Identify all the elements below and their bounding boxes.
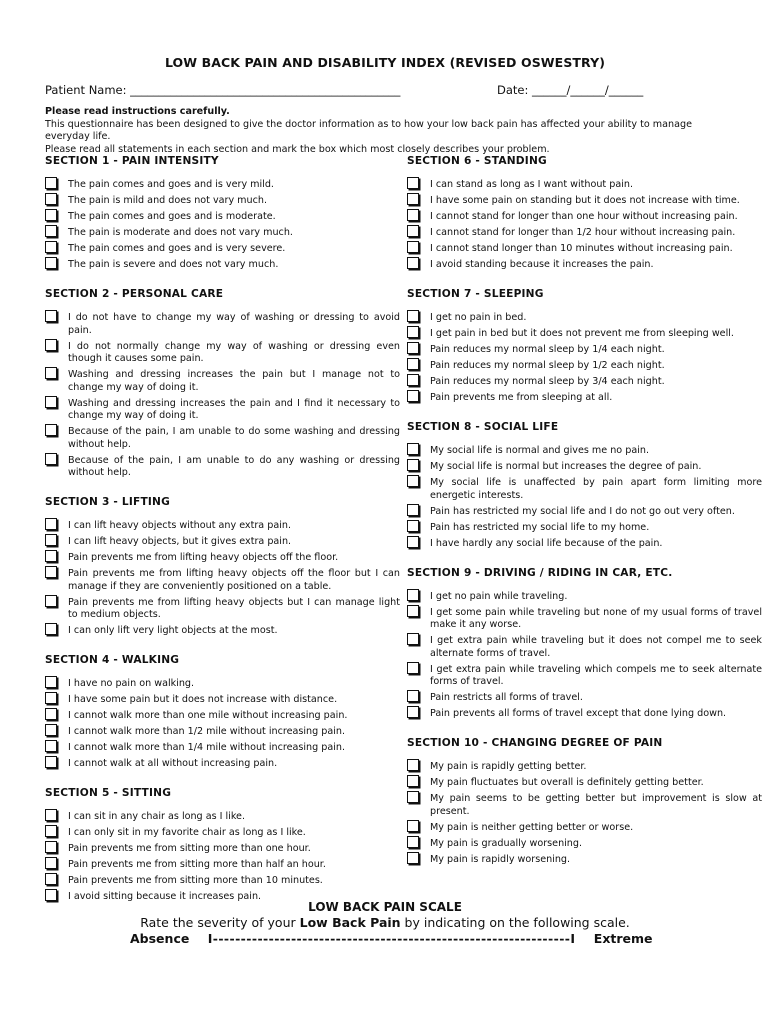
section-3 [45, 495, 400, 653]
section-title: SECTION 3 - LIFTING [45, 496, 170, 508]
option-label: I cannot walk at all without increasing pain. [68, 758, 278, 769]
option-row [45, 195, 400, 208]
option-row [407, 312, 762, 325]
checkbox[interactable] [45, 367, 57, 379]
option-label: My pain is gradually worsening. [430, 837, 583, 849]
checkbox[interactable] [407, 326, 419, 338]
section-1 [45, 154, 400, 287]
option-label: Pain prevents me from sleeping at all. [430, 392, 613, 403]
scale-right-label: Extreme [593, 931, 653, 946]
section-gap [45, 774, 400, 786]
option-label: Because of the pain, I am unable to do any washing or dressing without help. [68, 454, 400, 478]
scale-left-label: Absence [130, 931, 190, 946]
option-row [407, 477, 762, 502]
checkbox[interactable] [45, 177, 57, 189]
checkbox[interactable] [407, 662, 419, 674]
option-row [45, 312, 400, 337]
option-label: Pain prevents me from sitting more than 10 minutes. [68, 875, 323, 886]
option-label: Pain prevents me from lifting heavy objects off the floor. [68, 552, 339, 563]
section-title: SECTION 8 - SOCIAL LIFE [407, 421, 559, 433]
checkbox[interactable] [45, 724, 57, 736]
option-row [45, 625, 400, 638]
section-4 [45, 653, 400, 786]
checkbox[interactable] [407, 193, 419, 205]
checkbox[interactable] [407, 225, 419, 237]
checkbox[interactable] [407, 633, 419, 645]
checkbox[interactable] [45, 623, 57, 635]
option-row [45, 568, 400, 593]
option-row [45, 369, 400, 394]
checkbox[interactable] [45, 209, 57, 221]
option-label: I can lift heavy objects without any extra pain. [68, 520, 292, 531]
section-7 [407, 287, 762, 420]
checkbox[interactable] [407, 759, 419, 771]
checkbox[interactable] [407, 589, 419, 601]
checkbox[interactable] [45, 193, 57, 205]
instructions-line-2: Please read all statements in each section and mark the box which most closely describes your problem. [45, 143, 550, 155]
scale-instr-before: Rate the severity of your [140, 915, 296, 930]
checkbox[interactable] [45, 396, 57, 408]
section-title: SECTION 5 - SITTING [45, 787, 172, 799]
option-row [407, 211, 762, 224]
option-label: My social life is normal but increases the degree of pain. [430, 461, 702, 472]
option-row [45, 859, 400, 872]
option-row [407, 708, 762, 721]
checkbox[interactable] [45, 857, 57, 869]
option-label: The pain is mild and does not vary much. [68, 195, 268, 206]
checkbox[interactable] [45, 676, 57, 688]
checkbox[interactable] [407, 536, 419, 548]
option-row [407, 328, 762, 341]
checkbox[interactable] [45, 841, 57, 853]
section-10 [407, 736, 762, 882]
scale-instr-after: by indicating on the following scale. [404, 915, 630, 930]
instructions-heading: Please read instructions carefully. [45, 106, 230, 117]
scale-instr-bold: Low Back Pain [299, 915, 401, 930]
option-label: I can lift heavy objects, but it gives extra pain. [68, 536, 292, 547]
checkbox[interactable] [407, 706, 419, 718]
option-row [45, 536, 400, 549]
option-label: Pain reduces my normal sleep by 1/2 each night. [430, 360, 665, 371]
option-label: Washing and dressing increases the pain but I manage not to change my way of doing it. [68, 369, 400, 393]
scale-instructions [0, 915, 770, 930]
option-row [45, 259, 400, 272]
option-label: The pain comes and goes and is moderate. [68, 211, 276, 222]
section-title: SECTION 6 - STANDING [407, 155, 547, 167]
instructions-line-1: This questionnaire has been designed to give the doctor information as to how your low back pain has affected your ability to manage everyday life. [45, 118, 692, 142]
option-row [407, 761, 762, 774]
option-label: Washing and dressing increases the pain and I find it necessary to change my way of doing it. [68, 397, 400, 421]
option-label: I get extra pain while traveling which compels me to seek alternate forms of travel. [430, 663, 762, 687]
option-row [45, 843, 400, 856]
option-row [45, 694, 400, 707]
checkbox[interactable] [407, 342, 419, 354]
option-label: Pain prevents me from lifting heavy objects but I can manage light to medium objects. [68, 596, 400, 620]
option-row [407, 195, 762, 208]
section-gap [45, 641, 400, 653]
option-row [407, 461, 762, 474]
checkbox[interactable] [45, 740, 57, 752]
checkbox[interactable] [45, 339, 57, 351]
section-gap [407, 554, 762, 566]
option-row [407, 692, 762, 705]
option-label: Because of the pain, I am unable to do some washing and dressing without help. [68, 426, 400, 450]
option-label: I get pain in bed but it does not prevent me from sleeping well. [430, 328, 734, 339]
checkbox[interactable] [45, 708, 57, 720]
option-row [45, 811, 400, 824]
option-label: I can sit in any chair as long as I like. [68, 811, 245, 822]
option-row [407, 392, 762, 405]
option-label: I do not normally change my way of washing or dressing even though it causes some pain. [68, 340, 400, 364]
option-row [407, 664, 762, 689]
right-column [407, 154, 762, 882]
option-label: Pain has restricted my social life to my home. [430, 521, 650, 533]
option-row [407, 344, 762, 357]
option-row [407, 227, 762, 240]
section-title: SECTION 4 - WALKING [45, 654, 180, 666]
checkbox[interactable] [407, 358, 419, 370]
instructions [45, 106, 735, 156]
option-row [45, 726, 400, 739]
option-label: I have hardly any social life because of the pain. [430, 537, 663, 549]
option-label: The pain comes and goes and is very mild. [68, 179, 274, 190]
option-label: I get some pain while traveling but none of my usual forms of travel make it any worse. [430, 606, 762, 630]
left-column [45, 154, 400, 919]
option-label: I cannot stand for longer than 1/2 hour without increasing pain. [430, 227, 736, 238]
option-row [407, 445, 762, 458]
checkbox[interactable] [45, 225, 57, 237]
section-8 [407, 420, 762, 566]
option-row [407, 522, 762, 535]
checkbox[interactable] [407, 209, 419, 221]
checkbox[interactable] [45, 809, 57, 821]
checkbox[interactable] [407, 775, 419, 787]
option-label: Pain reduces my normal sleep by 1/4 each night. [430, 344, 665, 355]
option-label: Pain prevents me from sitting more than one hour. [68, 843, 311, 854]
option-label: I avoid standing because it increases the pain. [430, 259, 654, 270]
checkbox[interactable] [407, 177, 419, 189]
option-label: My social life is normal and gives me no pain. [430, 445, 649, 456]
section-title: SECTION 10 - CHANGING DEGREE OF PAIN [407, 737, 663, 749]
section-title: SECTION 1 - PAIN INTENSITY [45, 155, 219, 167]
checkbox[interactable] [45, 566, 57, 578]
section-title: SECTION 9 - DRIVING / RIDING IN CAR, ETC. [407, 566, 673, 579]
option-label: I cannot stand longer than 10 minutes without increasing pain. [430, 243, 733, 254]
option-label: Pain has restricted my social life and I do not go out very often. [430, 505, 735, 517]
option-label: I avoid sitting because it increases pain. [68, 891, 262, 902]
checkbox[interactable] [407, 241, 419, 253]
form-title: LOW BACK PAIN AND DISABILITY INDEX (REVISED OSWESTRY) [164, 55, 606, 70]
checkbox[interactable] [45, 756, 57, 768]
option-label: My pain is rapidly worsening. [430, 853, 571, 865]
option-label: My pain is rapidly getting better. [430, 761, 587, 772]
option-label: Pain prevents me from sitting more than half an hour. [68, 859, 326, 870]
checkbox[interactable] [407, 605, 419, 617]
checkbox[interactable] [407, 852, 419, 864]
scale-title: LOW BACK PAIN SCALE [308, 900, 462, 914]
section-9 [407, 566, 762, 737]
section-gap [407, 408, 762, 420]
option-label: I cannot walk more than 1/4 mile without increasing pain. [68, 742, 346, 753]
option-label: I cannot stand for longer than one hour without increasing pain. [430, 211, 738, 222]
date-label: Date: [497, 83, 529, 97]
checkbox[interactable] [407, 310, 419, 322]
checkbox[interactable] [407, 374, 419, 386]
option-label: My pain seems to be getting better but improvement is slow at present. [430, 793, 762, 817]
option-row [407, 376, 762, 389]
option-row [45, 678, 400, 691]
option-label: I get extra pain while traveling but it does not compel me to seek alternate forms of travel. [430, 635, 762, 659]
option-label: I have some pain but it does not increase with distance. [68, 694, 338, 705]
option-row [407, 854, 762, 867]
checkbox[interactable] [45, 518, 57, 530]
option-row [407, 635, 762, 660]
section-6 [407, 154, 762, 287]
patient-name-field[interactable]: _______________________________________________ [130, 83, 401, 97]
option-label: I cannot walk more than 1/2 mile without increasing pain. [68, 726, 346, 737]
checkbox[interactable] [45, 595, 57, 607]
section-gap [45, 275, 400, 287]
pain-scale [130, 931, 653, 946]
option-row [45, 341, 400, 366]
option-label: I have no pain on walking. [68, 678, 195, 689]
checkbox[interactable] [407, 459, 419, 471]
option-row [407, 179, 762, 192]
checkbox[interactable] [45, 534, 57, 546]
option-row [45, 742, 400, 755]
checkbox[interactable] [45, 241, 57, 253]
option-label: My social life is unaffected by pain apart form limiting more energetic interests. [430, 477, 762, 501]
option-row [407, 259, 762, 272]
section-title: SECTION 7 - SLEEPING [407, 288, 544, 300]
section-gap [407, 275, 762, 287]
checkbox[interactable] [45, 453, 57, 465]
option-row [45, 520, 400, 533]
option-row [407, 243, 762, 256]
option-row [407, 838, 762, 851]
option-row [407, 822, 762, 835]
section-title: SECTION 2 - PERSONAL CARE [45, 288, 224, 300]
checkbox[interactable] [407, 390, 419, 402]
option-row [407, 607, 762, 632]
option-row [45, 710, 400, 723]
section-gap [407, 870, 762, 882]
checkbox[interactable] [45, 550, 57, 562]
option-row [45, 398, 400, 423]
option-row [407, 777, 762, 790]
option-label: The pain is severe and does not vary much. [68, 259, 279, 270]
option-label: I get no pain in bed. [430, 312, 527, 323]
option-label: Pain prevents all forms of travel except that done lying down. [430, 708, 727, 719]
option-label: My pain fluctuates but overall is definitely getting better. [430, 777, 704, 788]
section-2 [45, 287, 400, 495]
option-row [45, 597, 400, 622]
option-label: I can stand as long as I want without pain. [430, 179, 634, 190]
option-row [407, 538, 762, 551]
option-row [407, 591, 762, 604]
option-row [45, 455, 400, 480]
option-row [45, 552, 400, 565]
option-label: The pain is moderate and does not vary much. [68, 227, 293, 238]
checkbox[interactable] [407, 836, 419, 848]
option-row [407, 793, 762, 818]
checkbox[interactable] [407, 257, 419, 269]
checkbox[interactable] [407, 520, 419, 532]
option-row [45, 179, 400, 192]
option-label: I get no pain while traveling. [430, 590, 568, 602]
option-row [45, 875, 400, 888]
date-row [497, 83, 643, 97]
checkbox[interactable] [407, 504, 419, 516]
option-row [45, 211, 400, 224]
checkbox[interactable] [407, 820, 419, 832]
checkbox[interactable] [407, 791, 419, 803]
option-label: I can only lift very light objects at the most. [68, 625, 278, 636]
option-row [407, 360, 762, 373]
option-label: I do not have to change my way of washing or dressing to avoid pain. [68, 312, 400, 336]
section-gap [45, 483, 400, 495]
option-label: I can only sit in my favorite chair as long as I like. [68, 827, 306, 838]
checkbox[interactable] [407, 690, 419, 702]
checkbox[interactable] [407, 443, 419, 455]
option-row [45, 227, 400, 240]
option-label: Pain reduces my normal sleep by 3/4 each night. [430, 376, 665, 387]
option-label: I cannot walk more than one mile without increasing pain. [68, 710, 348, 721]
option-row [45, 827, 400, 840]
checkbox[interactable] [45, 424, 57, 436]
checkbox[interactable] [45, 825, 57, 837]
option-label: Pain prevents me from lifting heavy objects off the floor but I can manage if they are conveniently positioned on a table. [68, 568, 400, 592]
section-gap [407, 724, 762, 736]
option-label: Pain restricts all forms of travel. [430, 692, 583, 703]
scale-bar[interactable]: I----------------------------------------------------------------I [207, 931, 576, 946]
checkbox[interactable] [45, 873, 57, 885]
option-label: The pain comes and goes and is very severe. [68, 243, 286, 254]
option-label: I have some pain on standing but it does not increase with time. [430, 195, 740, 206]
option-label: My pain is neither getting better or worse. [430, 821, 634, 833]
patient-name-label: Patient Name: [45, 83, 127, 97]
date-field[interactable]: ______/______/______ [532, 83, 644, 97]
checkbox[interactable] [407, 475, 419, 487]
patient-name-row [45, 83, 400, 97]
checkbox[interactable] [45, 257, 57, 269]
option-row [407, 506, 762, 519]
checkbox[interactable] [45, 310, 57, 322]
checkbox[interactable] [45, 692, 57, 704]
option-row [45, 758, 400, 771]
option-row [45, 426, 400, 451]
option-row [45, 243, 400, 256]
